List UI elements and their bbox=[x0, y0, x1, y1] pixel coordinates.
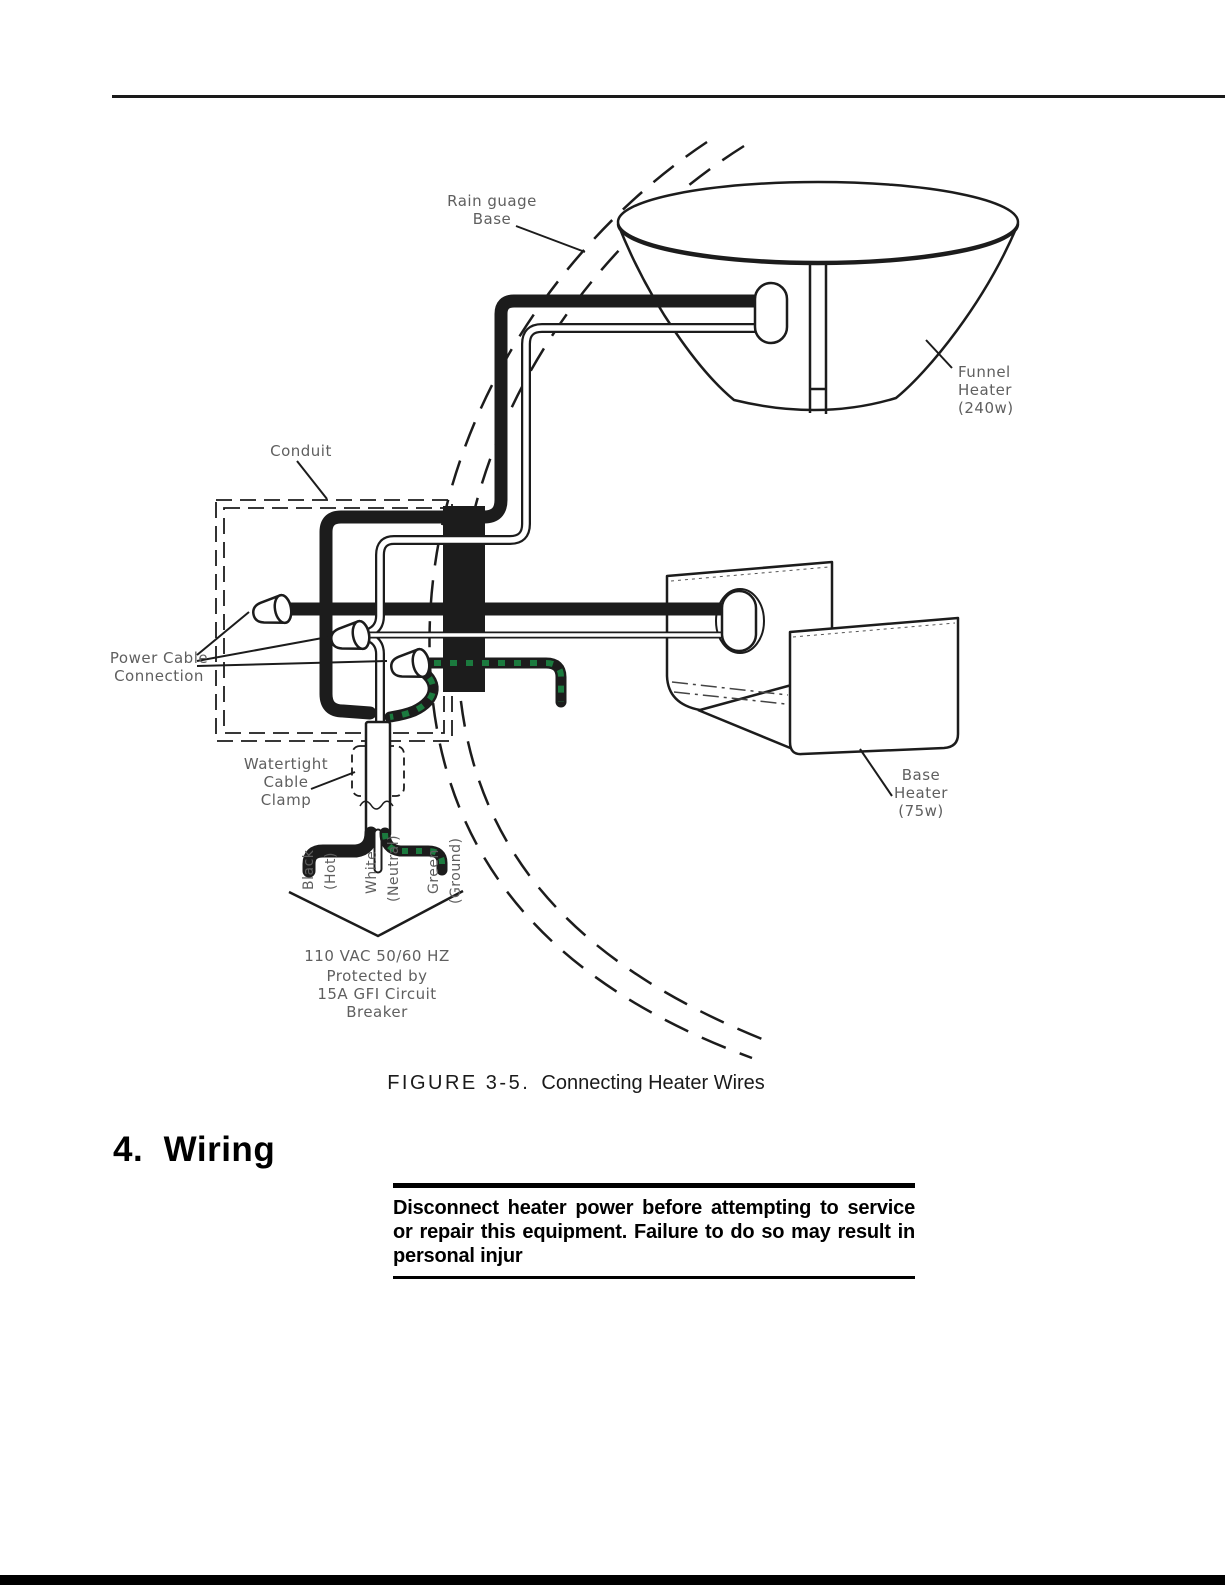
base-heater-label: Heater bbox=[894, 784, 948, 802]
power-cable bbox=[366, 722, 390, 836]
black-wire-label: Black bbox=[301, 849, 317, 890]
figure-caption-number: FIGURE 3-5. bbox=[387, 1072, 531, 1094]
watertight-clamp-label: Clamp bbox=[260, 791, 312, 809]
power-spec-label: Protected by bbox=[326, 967, 428, 985]
conduit-label: Conduit bbox=[270, 442, 332, 460]
power-cable-label: Power Cable bbox=[109, 649, 209, 667]
base-heater-body bbox=[667, 562, 958, 754]
warning-rule-top bbox=[393, 1183, 915, 1188]
wire-nut bbox=[329, 620, 371, 654]
funnel-heater-label: Heater bbox=[958, 381, 1012, 399]
figure-caption bbox=[276, 1072, 876, 1095]
warning-rule-bottom bbox=[393, 1276, 915, 1279]
rain-gauge-base-label: Base bbox=[472, 210, 512, 228]
warning-box bbox=[393, 1183, 915, 1279]
watertight-clamp-label: Watertight bbox=[243, 755, 329, 773]
base-heater-capsule bbox=[722, 591, 756, 651]
base-heater-label: Base bbox=[901, 766, 941, 784]
base-heater-label: (75w) bbox=[898, 802, 944, 820]
funnel-heater-capsule bbox=[755, 283, 787, 343]
wire-nut bbox=[251, 594, 293, 628]
warning-text-line: Disconnect heater power before attempting to service bbox=[393, 1197, 915, 1219]
green-wire-label: (Ground) bbox=[448, 837, 464, 904]
warning-text-line: personal injur bbox=[393, 1245, 523, 1267]
green-wire-label: Green bbox=[426, 849, 442, 894]
section-heading: 4. Wiring bbox=[113, 1130, 276, 1169]
white-wire-label: (Neutral) bbox=[386, 834, 402, 902]
wire-nut bbox=[389, 648, 431, 682]
funnel-heater-label: Funnel bbox=[958, 363, 1011, 381]
white-wire-label: White bbox=[364, 850, 380, 894]
power-spec-label: Breaker bbox=[346, 1003, 408, 1021]
warning-text-line: or repair this equipment. Failure to do so may result in bbox=[393, 1221, 915, 1243]
page-footer-bar bbox=[0, 1575, 1225, 1585]
power-cable-label: Connection bbox=[114, 667, 204, 685]
funnel-heater-label: (240w) bbox=[958, 399, 1014, 417]
figure-caption-text: Connecting Heater Wires bbox=[530, 1072, 765, 1094]
power-source-arrow bbox=[289, 891, 463, 936]
watertight-clamp-label: Cable bbox=[263, 773, 309, 791]
power-spec-label: 15A GFI Circuit bbox=[317, 985, 437, 1003]
black-lead bbox=[309, 833, 371, 871]
black-wire-label: (Hot) bbox=[323, 851, 339, 890]
power-spec-label: 110 VAC 50/60 HZ bbox=[304, 947, 450, 965]
rain-gauge-base-label: Rain guage bbox=[447, 192, 537, 210]
